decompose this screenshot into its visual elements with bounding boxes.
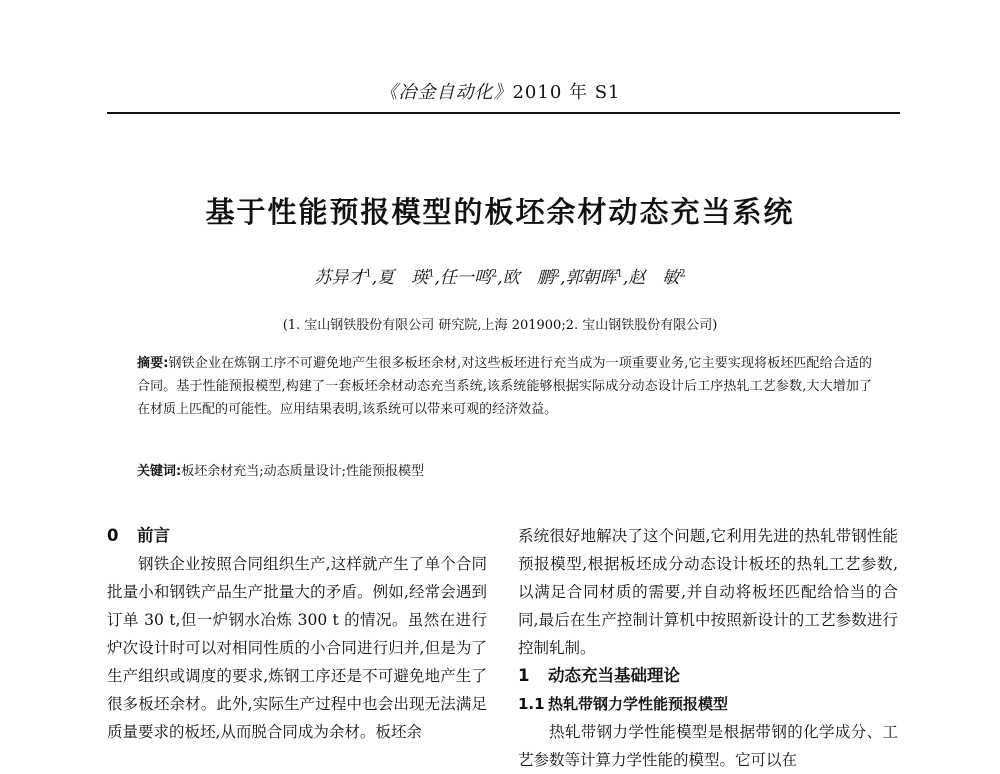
- author-affil-mark: 2: [553, 268, 561, 280]
- right-column: [518, 522, 898, 774]
- body-paragraph: 热轧带钢力学性能模型是根据带钢的化学成分、工艺参数等计算力学性能的模型。它可以在: [518, 723, 898, 769]
- author-list: 苏异才$^1$,夏 瑛$^1$,任一鸣$^2$,欧 鹏$^2$,郭朝晖$^1$,赵 敏$^2$: [314, 268, 686, 288]
- keywords: [137, 462, 872, 482]
- author-affil-mark: 1: [616, 268, 623, 280]
- header-rule: [107, 112, 900, 114]
- subsection-title: 热轧带钢力学性能预报模型: [548, 695, 729, 713]
- author-name: 欧 鹏: [502, 268, 554, 288]
- left-column: [107, 522, 487, 746]
- body-paragraph: 钢铁企业按照合同组织生产,这样就产生了单个合同批量小和钢铁产品生产批量大的矛盾。例如,经常会遇到订单 30 t,但一炉钢水冶炼 300 t 的情况。虽然在进行炉次设计时可以对相同性质的小合同进行归并,但是为了生产组织或调度的要求,炼钢工序还是不可避免地产生了很多板坯余材。此外,实际生产过程中也会出现无法满足质量要求的板坯,从而脱合同成为余材。板坯余: [107, 555, 487, 741]
- section-number: 0: [107, 526, 119, 545]
- keywords-text: 板坯余材充当;动态质量设计;性能预报模型: [181, 464, 424, 479]
- author-affil-mark: 1: [428, 268, 435, 280]
- author-name: 苏异才: [314, 268, 366, 288]
- keywords-label: 关键词:: [137, 464, 182, 479]
- author-name: 赵 敏: [628, 268, 680, 288]
- author-affil-mark: 1: [365, 268, 372, 280]
- abstract: [137, 352, 872, 421]
- author-name: 郭朝晖: [565, 268, 617, 288]
- section-title: 前言: [137, 526, 170, 545]
- journal-name: 《冶金自动化》: [379, 82, 513, 103]
- author-affil-mark: 2: [679, 268, 686, 280]
- author-name: 夏 瑛: [377, 268, 429, 288]
- section-number: 1: [518, 666, 530, 685]
- body-paragraph: 系统很好地解决了这个问题,它利用先进的热轧带钢性能预报模型,根据板坯成分动态设计板坯的热轧工艺参数,以满足合同材质的需要,并自动将板坯匹配给恰当的合同,最后在生产控制计算机中按照新设计的工艺参数进行控制轧制。: [518, 527, 898, 657]
- paper-title: 基于性能预报模型的板坯余材动态充当系统: [205, 195, 795, 229]
- author-name: 任一鸣: [439, 268, 491, 288]
- journal-issue: 2010 年 S1: [512, 82, 621, 103]
- subsection-number: 1.1: [518, 695, 545, 713]
- subsection-heading: [518, 690, 898, 718]
- abstract-text: 钢铁企业在炼钢工序不可避免地产生很多板坯余材,对这些板坯进行充当成为一项重要业务,它主要实现将板坯匹配给合适的合同。基于性能预报模型,构建了一套板坯余材动态充当系统,该系统能够根据实际成分动态设计后工序热轧工艺参数,大大增加了在材质上匹配的可能性。应用结果表明,该系统可以带来可观的经济效益。: [137, 356, 873, 417]
- section-title: 动态充当基础理论: [548, 666, 680, 685]
- section-heading: [518, 662, 898, 690]
- journal-header: [0, 78, 1000, 104]
- author-affil-mark: 2: [490, 268, 498, 280]
- section-heading: [107, 522, 487, 550]
- abstract-label: 摘要:: [137, 356, 169, 371]
- affiliation: (1. 宝山钢铁股份有限公司 研究院,上海 201900;2. 宝山钢铁股份有限公司): [282, 318, 718, 333]
